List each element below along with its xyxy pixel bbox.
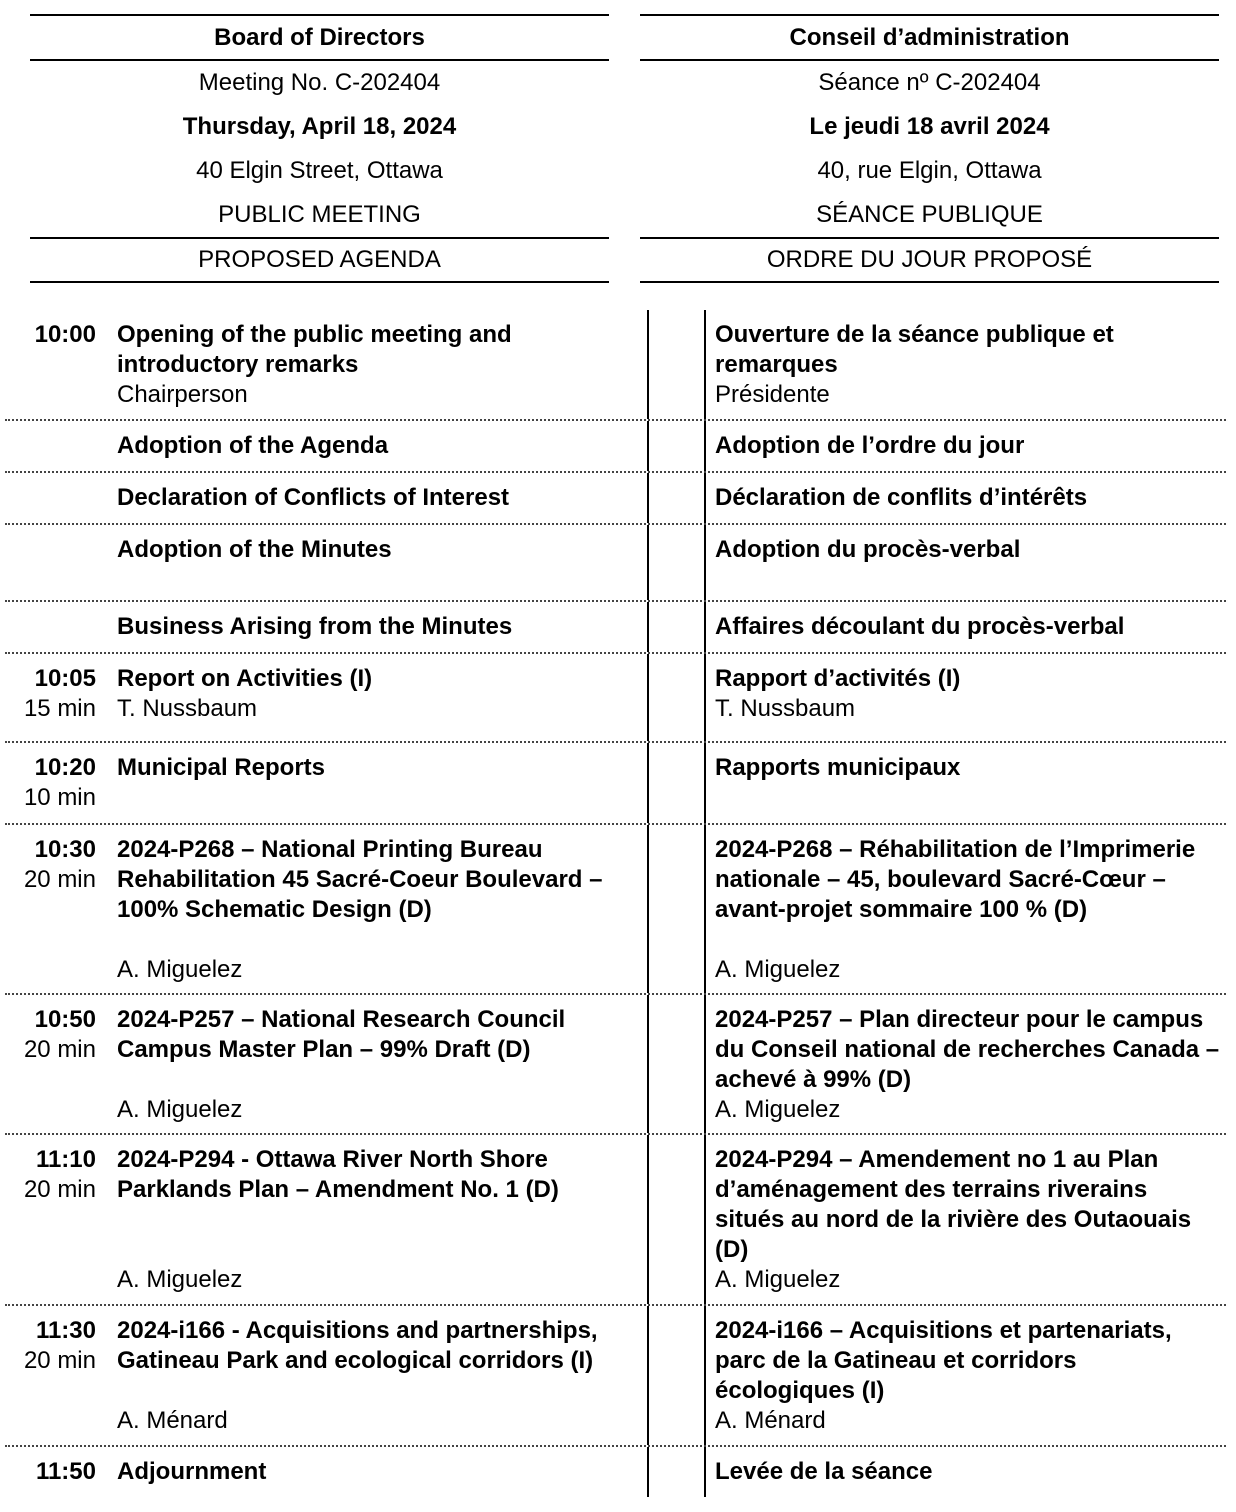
agenda-time xyxy=(5,753,96,813)
item-presenter-en: A. Miguelez xyxy=(117,956,243,983)
header-french xyxy=(640,14,1219,283)
item-presenter-fr: Présidente xyxy=(715,381,830,408)
item-presenter-fr: A. Miguelez xyxy=(715,1266,841,1293)
item-en xyxy=(117,1005,647,1123)
duration: 20 min xyxy=(23,866,96,893)
item-en xyxy=(117,753,647,783)
item-presenter-en: A. Ménard xyxy=(117,1407,228,1434)
column-divider xyxy=(704,1447,706,1497)
item-presenter-en: T. Nussbaum xyxy=(117,695,258,722)
agenda-time xyxy=(5,320,96,350)
item-presenter-fr: A. Miguelez xyxy=(715,956,841,983)
item-en xyxy=(117,1457,647,1487)
item-title-en: Municipal Reports xyxy=(117,754,326,781)
column-divider xyxy=(647,1135,649,1304)
column-divider xyxy=(647,654,649,741)
column-divider xyxy=(704,654,706,741)
duration: 10 min xyxy=(23,784,96,811)
item-title-en: Adoption of the Agenda xyxy=(117,432,389,459)
item-title-en: Report on Activities (I) xyxy=(117,665,373,692)
item-en xyxy=(117,1145,647,1293)
item-title-fr: Adoption de l’ordre du jour xyxy=(715,432,1025,459)
item-fr xyxy=(715,835,1220,983)
item-title-fr: Rapport d’activités (I) xyxy=(715,665,961,692)
agenda-time xyxy=(5,1457,96,1487)
agenda-row xyxy=(5,1135,1226,1306)
column-divider xyxy=(704,825,706,993)
agenda-heading-fr: ORDRE DU JOUR PROPOSÉ xyxy=(640,237,1219,283)
column-divider xyxy=(647,995,649,1133)
meeting-number-en: Meeting No. C-202404 xyxy=(198,69,441,96)
start-time: 11:50 xyxy=(35,1458,96,1485)
column-divider xyxy=(704,995,706,1133)
item-presenter-fr: T. Nussbaum xyxy=(715,695,856,722)
meeting-date-en: Thursday, April 18, 2024 xyxy=(182,113,457,140)
item-en xyxy=(117,320,647,408)
header-title-en: Board of Directors xyxy=(30,14,609,61)
column-divider xyxy=(647,310,649,419)
duration: 20 min xyxy=(23,1347,96,1374)
item-title-fr: Ouverture de la séance publique et remarques xyxy=(715,321,1114,378)
column-divider xyxy=(704,310,706,419)
column-divider xyxy=(704,1135,706,1304)
duration: 20 min xyxy=(23,1176,96,1203)
duration: 15 min xyxy=(23,695,96,722)
item-fr xyxy=(715,1005,1220,1123)
item-presenter-en: Chairperson xyxy=(117,381,248,408)
column-divider xyxy=(704,421,706,471)
item-fr xyxy=(715,664,1220,722)
item-title-fr: 2024-P294 – Amendement no 1 au Plan d’aménagement des terrains riverains situés au nord de la rivière des Outaouais (D) xyxy=(715,1146,1192,1263)
header-title-fr: Conseil d’administration xyxy=(640,14,1219,61)
column-divider xyxy=(647,1306,649,1445)
start-time: 11:30 xyxy=(35,1317,96,1344)
agenda-row xyxy=(5,1447,1226,1497)
item-fr xyxy=(715,753,1220,783)
start-time: 10:30 xyxy=(34,836,96,863)
column-divider xyxy=(704,743,706,823)
item-title-fr: Affaires découlant du procès-verbal xyxy=(715,613,1125,640)
agenda-time xyxy=(5,1316,96,1376)
item-en xyxy=(117,612,647,642)
meeting-address-fr: 40, rue Elgin, Ottawa xyxy=(817,157,1042,184)
agenda-table xyxy=(5,310,1226,1497)
item-fr xyxy=(715,1316,1220,1434)
start-time: 11:10 xyxy=(35,1146,96,1173)
item-fr xyxy=(715,1145,1220,1293)
agenda-row xyxy=(5,654,1226,743)
agenda-row xyxy=(5,421,1226,473)
column-divider xyxy=(704,525,706,600)
header-english xyxy=(30,14,609,283)
item-fr xyxy=(715,431,1220,461)
agenda-heading-en: PROPOSED AGENDA xyxy=(30,237,609,283)
item-title-en: 2024-P257 – National Research Council Campus Master Plan – 99% Draft (D) xyxy=(117,1006,566,1063)
agenda-row xyxy=(5,473,1226,525)
item-title-en: 2024-P268 – National Printing Bureau Rehabilitation 45 Sacré-Coeur Boulevard – 100% Schematic Design (D) xyxy=(117,836,603,923)
meeting-type-en: PUBLIC MEETING xyxy=(218,201,421,228)
item-title-fr: Adoption du procès-verbal xyxy=(715,536,1021,563)
item-title-fr: 2024-P257 – Plan directeur pour le campus du Conseil national de recherches Canada – achevé à 99% (D) xyxy=(715,1006,1220,1093)
item-presenter-en: A. Miguelez xyxy=(117,1096,243,1123)
column-divider xyxy=(647,825,649,993)
item-title-en: Business Arising from the Minutes xyxy=(117,613,513,640)
item-presenter-fr: A. Ménard xyxy=(715,1407,826,1434)
start-time: 10:00 xyxy=(34,321,96,348)
column-divider xyxy=(647,602,649,652)
column-divider xyxy=(647,473,649,523)
item-title-fr: 2024-P268 – Réhabilitation de l’Imprimerie nationale – 45, boulevard Sacré-Cœur – avant-projet sommaire 100 % (D) xyxy=(715,836,1196,923)
meeting-date-fr: Le jeudi 18 avril 2024 xyxy=(809,113,1050,140)
agenda-row xyxy=(5,525,1226,602)
column-divider xyxy=(704,1306,706,1445)
agenda-row xyxy=(5,310,1226,421)
item-title-en: Opening of the public meeting and introductory remarks xyxy=(117,321,512,378)
item-title-en: 2024-i166 - Acquisitions and partnerships, Gatineau Park and ecological corridors (I) xyxy=(117,1317,598,1374)
item-en xyxy=(117,535,647,565)
column-divider xyxy=(647,743,649,823)
meeting-type-fr: SÉANCE PUBLIQUE xyxy=(816,201,1043,228)
agenda-row xyxy=(5,1306,1226,1447)
start-time: 10:05 xyxy=(34,665,96,692)
agenda-time xyxy=(5,835,96,895)
item-en xyxy=(117,431,647,461)
item-title-en: Adjournment xyxy=(117,1458,267,1485)
column-divider xyxy=(647,525,649,600)
item-title-fr: 2024-i166 – Acquisitions et partenariats, parc de la Gatineau et corridors écologiques (I) xyxy=(715,1317,1172,1404)
column-divider xyxy=(704,602,706,652)
item-fr xyxy=(715,320,1220,408)
item-fr xyxy=(715,612,1220,642)
column-divider xyxy=(704,473,706,523)
agenda-row xyxy=(5,743,1226,825)
item-en xyxy=(117,835,647,983)
column-divider xyxy=(647,1447,649,1497)
item-en xyxy=(117,664,647,722)
item-title-en: Declaration of Conflicts of Interest xyxy=(117,484,510,511)
item-fr xyxy=(715,1457,1220,1487)
item-fr xyxy=(715,535,1220,565)
duration: 20 min xyxy=(23,1036,96,1063)
item-presenter-en: A. Miguelez xyxy=(117,1266,243,1293)
item-presenter-fr: A. Miguelez xyxy=(715,1096,841,1123)
item-en xyxy=(117,483,647,513)
agenda-row xyxy=(5,995,1226,1135)
item-en xyxy=(117,1316,647,1434)
agenda-time xyxy=(5,1005,96,1065)
item-title-en: 2024-P294 - Ottawa River North Shore Parklands Plan – Amendment No. 1 (D) xyxy=(117,1146,559,1203)
item-fr xyxy=(715,483,1220,513)
meeting-number-fr: Séance nº C-202404 xyxy=(818,69,1041,96)
item-title-en: Adoption of the Minutes xyxy=(117,536,392,563)
meeting-address-en: 40 Elgin Street, Ottawa xyxy=(196,157,443,184)
item-title-fr: Rapports municipaux xyxy=(715,754,961,781)
agenda-time xyxy=(5,664,96,724)
agenda-row xyxy=(5,602,1226,654)
start-time: 10:50 xyxy=(34,1006,96,1033)
agenda-row xyxy=(5,825,1226,995)
column-divider xyxy=(647,421,649,471)
item-title-fr: Levée de la séance xyxy=(715,1458,933,1485)
agenda-time xyxy=(5,1145,96,1205)
item-title-fr: Déclaration de conflits d’intérêts xyxy=(715,484,1088,511)
start-time: 10:20 xyxy=(34,754,96,781)
